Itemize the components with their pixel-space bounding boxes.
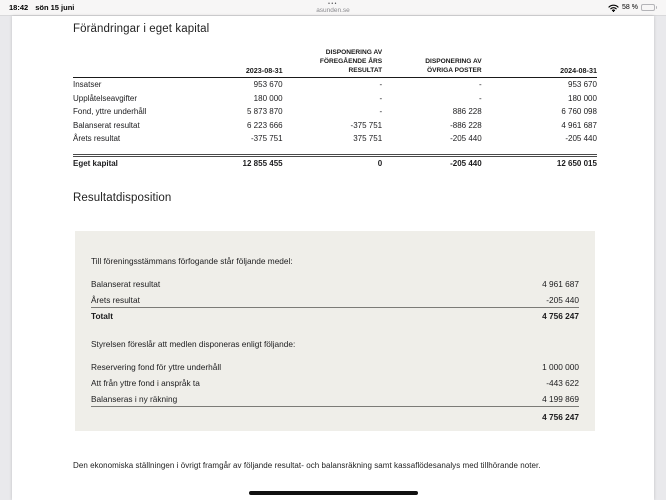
- table-row: [73, 92, 597, 106]
- cell-value: 886 228: [452, 107, 482, 117]
- disposition-row: [91, 375, 579, 391]
- header-2024-08-31: 2024-08-31: [560, 66, 597, 75]
- disposition-box: [75, 231, 595, 431]
- cell-value: 12 855 455: [242, 158, 283, 168]
- cell-value: 953 670: [253, 80, 283, 89]
- cell-value: -375 751: [251, 134, 283, 144]
- cell-value: 180 000: [568, 93, 597, 103]
- cell-value: -: [479, 80, 482, 89]
- cell-value: -: [479, 93, 482, 103]
- cell-value: -205 440: [450, 134, 482, 144]
- site-url-label[interactable]: asunden.se: [316, 7, 350, 14]
- row-value: 4 756 247: [542, 310, 579, 321]
- row-label: Eget kapital: [73, 158, 118, 168]
- row-label: Att från yttre fond i anspråk ta: [91, 377, 200, 388]
- table-row: [73, 105, 597, 119]
- wifi-icon: [608, 4, 619, 12]
- table-total-row: [73, 157, 597, 171]
- row-value: 4 199 869: [542, 393, 579, 404]
- disposition-row: [91, 292, 579, 308]
- cell-value: 953 670: [568, 80, 597, 89]
- status-left: [9, 3, 74, 12]
- header-line: ÖVRIGA POSTER: [426, 67, 482, 74]
- home-indicator[interactable]: [249, 491, 418, 495]
- cell-value: 180 000: [253, 93, 283, 103]
- header-line: DISPONERING AV: [325, 49, 383, 56]
- row-value: 1 000 000: [542, 361, 579, 372]
- header-2023-08-31: 2023-08-31: [245, 66, 283, 75]
- disposition-intro: Till föreningsstämmans förfogande står följande medel:: [91, 255, 293, 266]
- row-value: 4 961 687: [542, 278, 579, 289]
- table-row: [73, 119, 597, 133]
- cell-value: 4 961 687: [561, 120, 597, 130]
- equity-table-header: [73, 38, 597, 78]
- cell-value: 5 873 870: [247, 107, 283, 117]
- disposition-row: [91, 276, 579, 292]
- cell-value: -: [379, 107, 383, 117]
- status-date: sön 15 juni: [35, 3, 75, 12]
- row-value: -205 440: [546, 294, 579, 305]
- disposition-row: [91, 391, 579, 407]
- row-label: Balanserat resultat: [91, 278, 161, 289]
- battery-percent-label: 58 %: [622, 4, 638, 11]
- spacer: [91, 324, 579, 338]
- row-label: Balanserat resultat: [73, 120, 140, 130]
- table-row: [73, 132, 597, 146]
- cell-value: -205 440: [565, 134, 597, 144]
- header-disposition-previous-year: [283, 48, 383, 75]
- cell-value: 12 650 015: [556, 158, 597, 168]
- cell-value: 6 223 666: [247, 120, 283, 130]
- disposition-intro: Styrelsen föreslår att medlen disponeras enligt följande:: [91, 338, 296, 349]
- header-disposition-other-items: [382, 57, 482, 75]
- cell-value: 375 751: [353, 134, 383, 144]
- cell-value: -: [379, 93, 383, 103]
- row-label: Fond, yttre underhåll: [73, 107, 147, 117]
- row-label: Balanseras i ny räkning: [91, 393, 178, 404]
- status-time: 18:42: [9, 3, 29, 12]
- row-value: 4 756 247: [542, 411, 579, 422]
- pdf-viewer-background: [0, 16, 666, 500]
- row-label: Totalt: [91, 310, 113, 321]
- battery-icon: [641, 4, 657, 12]
- status-bar: [0, 0, 666, 16]
- document-footer-note: Den ekonomiska ställningen i övrigt framgår av följande resultat- och balansräkning samt kassaflödesanalys med tillhörande noter.: [73, 460, 541, 470]
- pdf-page[interactable]: [12, 16, 654, 500]
- section-title-equity-changes: Förändringar i eget kapital: [73, 23, 210, 35]
- cell-value: 6 760 098: [561, 107, 597, 117]
- cell-value: 0: [377, 158, 383, 168]
- equity-table: [73, 38, 597, 171]
- cell-value: -886 228: [450, 120, 482, 130]
- cell-value: -205 440: [450, 158, 482, 168]
- header-line: DISPONERING AV: [425, 58, 482, 65]
- row-label: Reservering fond för yttre underhåll: [91, 361, 222, 372]
- row-label: Årets resultat: [91, 294, 140, 305]
- disposition-total-row: [91, 308, 579, 324]
- table-row: [73, 78, 597, 92]
- row-label: Upplåtelseavgifter: [73, 93, 138, 103]
- row-label: Insatser: [73, 80, 102, 89]
- header-line: FÖREGÅENDE ÅRS: [319, 58, 383, 65]
- safari-collapsed-toolbar[interactable]: [316, 0, 350, 16]
- cell-value: -375 751: [350, 120, 383, 130]
- header-line: RESULTAT: [348, 67, 383, 74]
- row-value: -443 622: [546, 377, 579, 388]
- section-title-result-disposition: Resultatdisposition: [73, 191, 172, 204]
- disposition-row: [91, 359, 579, 375]
- cell-value: -: [379, 80, 383, 89]
- status-right: [608, 4, 657, 12]
- row-label: Årets resultat: [73, 134, 121, 144]
- disposition-total-row: [91, 409, 579, 425]
- more-dots-icon[interactable]: •••: [328, 0, 338, 7]
